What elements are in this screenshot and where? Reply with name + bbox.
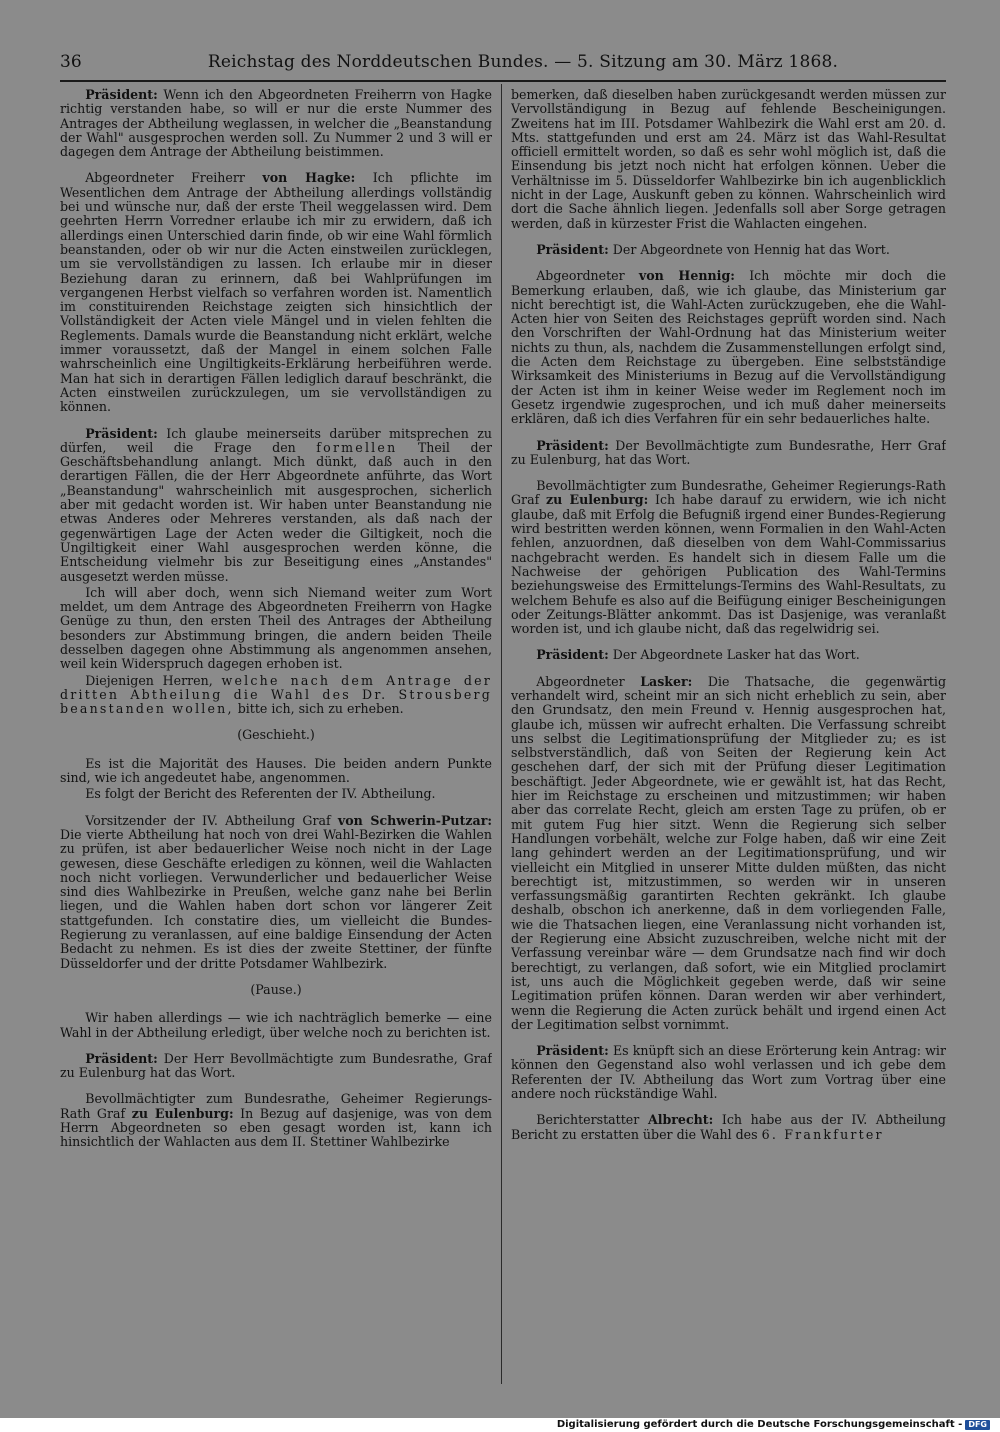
left-column [60, 88, 492, 1388]
paragraph: Präsident: Ich glaube meinerseits darüber mitsprechen zu dürfen, weil die Frage den formellen Theil der Geschäftsbehandlung anlangt. Mich dünkt, daß auch in den derartigen Fällen, die der Herr Abgeordnete anführte, das Wort „Beanstandung" wahrscheinlich mit ausgesprochen, sicherlich aber mit gedacht worden ist. Wir haben unter Beanstandung nie etwas Anderes oder Mehreres verstanden, als daß nach der gegenwärtigen Lage der Acten weder die Giltigkeit, noch die Ungiltigkeit einer Wahl ausgesprochen werden könne, die Entscheidung vielmehr bis zur Beseitigung eines „Anstandes" ausgesetzt werden müsse. [60, 425, 492, 584]
running-header [60, 52, 946, 78]
paragraph: Berichterstatter Albrecht: Ich habe aus der IV. Abtheilung Bericht zu erstatten über die Wahl des 6. Frankfurter [511, 1112, 946, 1142]
paragraph: Bevollmächtigter zum Bundesrathe, Geheimer Regierungs-Rath Graf zu Eulenburg: In Bezug auf dasjenige, was von dem Herrn Abgeordneten so eben gesagt worden ist, kann ich hinsichtlich der Wahlacten aus dem II. Stettiner Wahlbezirke [60, 1091, 492, 1150]
speaker-name: Präsident: [536, 437, 609, 453]
paragraph: Bevollmächtigter zum Bundesrathe, Geheimer Regierungs-Rath Graf zu Eulenburg: Ich habe darauf zu erwidern, wie ich nicht glaube, daß mit Erfolg die Befugniß irgend einer Bundes-Regierung wird bestritten werden können, wenn Formalien in den Wahl-Acten fehlen, anzuordnen, daß dieselben von dem Wahl-Commissarius nachgebracht werden. Es handelt sich in diesem Falle um die Nachweise der gehörigen Publication des Wahl-Termins beziehungsweise des Ermittelungs-Termins des Wahl-Resultats, zu welchem Behufe es also auf die Beifügung einiger Bescheinigungen oder Zeitungs-Blätter ankommt. Das ist Dasjenige, was veranlaßt worden ist, und ich glaube nicht, daß das regelwidrig sei. [511, 478, 946, 637]
spaced-emphasis: welche nach dem Antrage der dritten Abtheilung die Wahl des Dr. Strousberg beanstanden wollen, [60, 672, 492, 717]
paragraph: Vorsitzender der IV. Abtheilung Graf von Schwerin-Putzar: Die vierte Abtheilung hat noch von drei Wahl-Bezirken die Wahlen zu prüfen, ist aber bedauerlicher Weise noch nicht in der Lage gewesen, diese Geschäfte erledigen zu können, weil die Wahlacten noch nicht vorliegen. Verwunderlicher und bedauerlicher Weise sind dies Wahlbezirke in Preußen, welche ganz nahe bei Berlin liegen, und die Wahlen haben dort schon vor längerer Zeit stattgefunden. Ich constatire dies, um vielleicht die Bundes-Regierung zu veranlassen, auf eine baldige Einsendung der Acten Bedacht zu nehmen. Es ist dies der zweite Stettiner, der fünfte Düsseldorfer und der dritte Potsdamer Wahlbezirk. [60, 812, 492, 971]
paragraph: Diejenigen Herren, welche nach dem Antrage der dritten Abtheilung die Wahl des Dr. Strousberg beanstanden wollen, bitte ich, sich zu erheben. [60, 672, 492, 717]
speaker-name: Präsident: [85, 88, 158, 102]
speaker-name: Präsident: [536, 241, 609, 257]
paragraph: Abgeordneter Lasker: Die Thatsache, die gegenwärtig verhandelt wird, scheint mir an sich nicht erheblich zu sein, aber den Grundsatz, den mein Freund v. Hennig ausgesprochen hat, glaube ich, müssen wir aufrecht erhalten. Die Verfassung schreibt uns selbst die Legitimationsprüfung der Mitglieder zu; es ist selbstverständlich, daß von Seiten der Regierung kein Act geschehen darf, der sich mit der Prüfung dieser Legitimation beschäftigt. Jeder Abgeordnete, wie er gewählt ist, hat das Recht, hier im Reichstage zu erscheinen und mitzustimmen; wir haben aber das correlate Recht, gleich am ersten Tage zu prüfen, ob er mit gutem Fug hier sitzt. Wenn die Regierung sich selber Handlungen vorbehält, welche zur Folge haben, daß wir eine Zeit lang gehindert werden an der Legitimationsprüfung, und wir vielleicht ein Mitglied in unserer Mitte dulden müßten, das nicht berechtigt ist, mitzustimmen, so werden wir in unseren verfassungsmäßig garantirten Rechten gekränkt. Ich glaube deshalb, obschon ich anerkenne, daß in dem vorliegenden Falle, wie die Thatsachen liegen, eine Veranlassung nicht vorhanden ist, der Regierung eine Absicht zuzuschreiben, welche nicht mit der Verfassung vereinbar wäre — dem Grundsatze nach find wir doch berechtigt, zu verlangen, daß sofort, wie ein Mitglied proclamirt ist, uns auch die Möglichkeit gegeben werde, daß wir seine Legitimation prüfen können. Daran werden wir aber verhindert, wenn die Regierung die Acten zurück behält und irgend einen Act der Legitimation selbst vornimmt. [511, 673, 946, 1032]
paragraph: Abgeordneter von Hennig: Ich möchte mir doch die Bemerkung erlauben, daß, wie ich glaube, das Ministerium gar nicht berechtigt ist, die Wahl-Acten zurückzugeben, ehe die Wahl-Acten hier von Seiten des Reichstages geprüft worden sind. Nach den Vorschriften der Wahl-Ordnung hat das Ministerium weiter nichts zu thun, als, nachdem die Zusammenstellungen erfolgt sind, die Acten dem Reichstage zu übergeben. Eine selbstständige Wirksamkeit des Ministeriums in Bezug auf die Vervollständigung der Acten ist ihm in keiner Weise weder im Reglement noch im Gesetz irgendwie zugesprochen, und ich muß daher meinerseits erklären, daß ich dies Verfahren für ein sehr bedauerliches halte. [511, 268, 946, 427]
stage-direction: (Pause.) [250, 981, 302, 997]
paragraph: Es ist die Majorität des Hauses. Die beiden andern Punkte sind, wie ich angedeutet habe, angenommen. [60, 755, 492, 786]
stage-direction: (Geschieht.) [237, 727, 315, 743]
header-rule [60, 80, 946, 82]
spaced-emphasis: formellen [316, 439, 398, 455]
paragraph: Präsident: Wenn ich den Abgeordneten Freiherrn von Hagke richtig verstanden habe, so will er nur die erste Nummer des Antrages der Abtheilung weglassen, in welcher die „Beanstandung der Wahl" ausgesprochen werden soll. Zu Nummer 2 und 3 will er dagegen dem Antrage der Abtheilung beistimmen. [60, 88, 492, 160]
digitization-credit [557, 1418, 990, 1432]
header-title: Reichstag des Norddeutschen Bundes. — 5. Sitzung am 30. März 1868. [207, 52, 839, 72]
column-rule [501, 84, 502, 1384]
speaker-name: Präsident: [536, 1043, 609, 1059]
paragraph: bemerken, daß dieselben haben zurückgesandt werden müssen zur Vervollständigung in Bezug auf fehlende Bescheinigungen. Zweitens hat im III. Potsdamer Wahlbezirk die Wahl erst am 20. d. Mts. stattgefunden und erst am 24. März ist das Wahl-Resultat officiell ermittelt worden, so daß es sehr wohl möglich ist, daß die Einsendung bis jetzt noch nicht hat erfolgen können. Ueber die Verhältnisse im 5. Düsseldorfer Wahlbezirke bin ich augenblicklich nicht in der Lage, Auskunft geben zu können. Wahrscheinlich wird dort die Sache ähnlich liegen. Jedenfalls soll aber Sorge getragen werden, daß in kürzester Frist die Wahlacten eingehen. [511, 88, 946, 231]
paragraph: Ich will aber doch, wenn sich Niemand weiter zum Wort meldet, um dem Antrage des Abgeordneten Freiherrn von Hagke Genüge zu thun, den ersten Theil des Antrages der Abtheilung besonders zur Abstimmung bringen, die andern beiden Theile desselben dagegen ohne Abstimmung als angenommen ansehen, weil kein Widerspruch dagegen erhoben ist. [60, 584, 492, 672]
page-number: 36 [60, 52, 82, 72]
speaker-name: Präsident: [85, 1050, 158, 1066]
spaced-emphasis: 6. Frankfurter [761, 1126, 884, 1142]
credit-text: Digitalisierung gefördert durch die Deutsche Forschungsgemeinschaft - [556, 1419, 963, 1430]
speaker-name: von Schwerin-Putzar: [337, 812, 492, 828]
speaker-name: zu Eulenburg: [546, 492, 649, 508]
speaker-name: Lasker: [640, 673, 693, 689]
speaker-name: Präsident: [536, 647, 609, 663]
speaker-name: von Hennig: [638, 268, 735, 284]
paragraph: Präsident: Der Herr Bevollmächtigte zum Bundesrathe, Graf zu Eulenburg hat das Wort. [60, 1050, 492, 1081]
paragraph: Präsident: Der Abgeordnete Lasker hat das Wort. [536, 647, 860, 663]
paragraph: Es folgt der Bericht des Referenten der IV. Abtheilung. [85, 786, 436, 802]
paragraph: Präsident: Es knüpft sich an diese Erörterung kein Antrag: wir können den Gegenstand also wohl verlassen und ich gebe dem Referenten der IV. Abtheilung das Wort zum Vortrag über eine andere noch rückständige Wahl. [511, 1043, 946, 1101]
right-column [511, 88, 946, 1388]
speaker-name: zu Eulenburg: [131, 1105, 234, 1121]
dfg-logo: DFG [965, 1420, 990, 1430]
paragraph: Wir haben allerdings — wie ich nachträglich bemerke — eine Wahl in der Abtheilung erledigt, über welche noch zu berichten ist. [60, 1010, 492, 1040]
speaker-name: von Hagke: [262, 170, 356, 186]
paragraph: Abgeordneter Freiherr von Hagke: Ich pflichte im Wesentlichen dem Antrage der Abtheilung allerdings vollständig bei und wünsche nur, daß der erste Theil weggelassen wird. Dem geehrten Herrn Vorredner erlaube ich mir zu erwidern, daß ich allerdings einen Unterschied darin finde, ob wir eine Wahl förmlich beanstanden, oder ob wir nur die Acten einstweilen zurücklegen, um sie vervollständigen zu lassen. Ich erlaube mir in dieser Beziehung daran zu erinnern, daß bei Wahlprüfungen im vergangenen Herbst vielfach so verfahren worden ist. Namentlich im constituirenden Reichstage zeigten sich hinsichtlich der Vollständigkeit der Acten viele Mängel und in vielen fehlten die Reglements. Damals wurde die Beanstandung nicht erklärt, welche immer voraussetzt, daß der Mangel in einem solchen Falle wahrscheinlich eine Ungiltigkeits-Erklärung herbeiführen werde. Man hat sich in derartigen Fällen lediglich darauf beschränkt, die Acten einstweilen zurückzulegen, um sie vervollständigen zu können. [60, 170, 492, 415]
paragraph: Präsident: Der Bevollmächtigte zum Bundesrathe, Herr Graf zu Eulenburg, hat das Wort. [511, 437, 946, 467]
paragraph: Präsident: Der Abgeordnete von Hennig hat das Wort. [536, 241, 890, 257]
speaker-name: Albrecht: [647, 1112, 714, 1128]
speaker-name: Präsident: [85, 425, 158, 441]
